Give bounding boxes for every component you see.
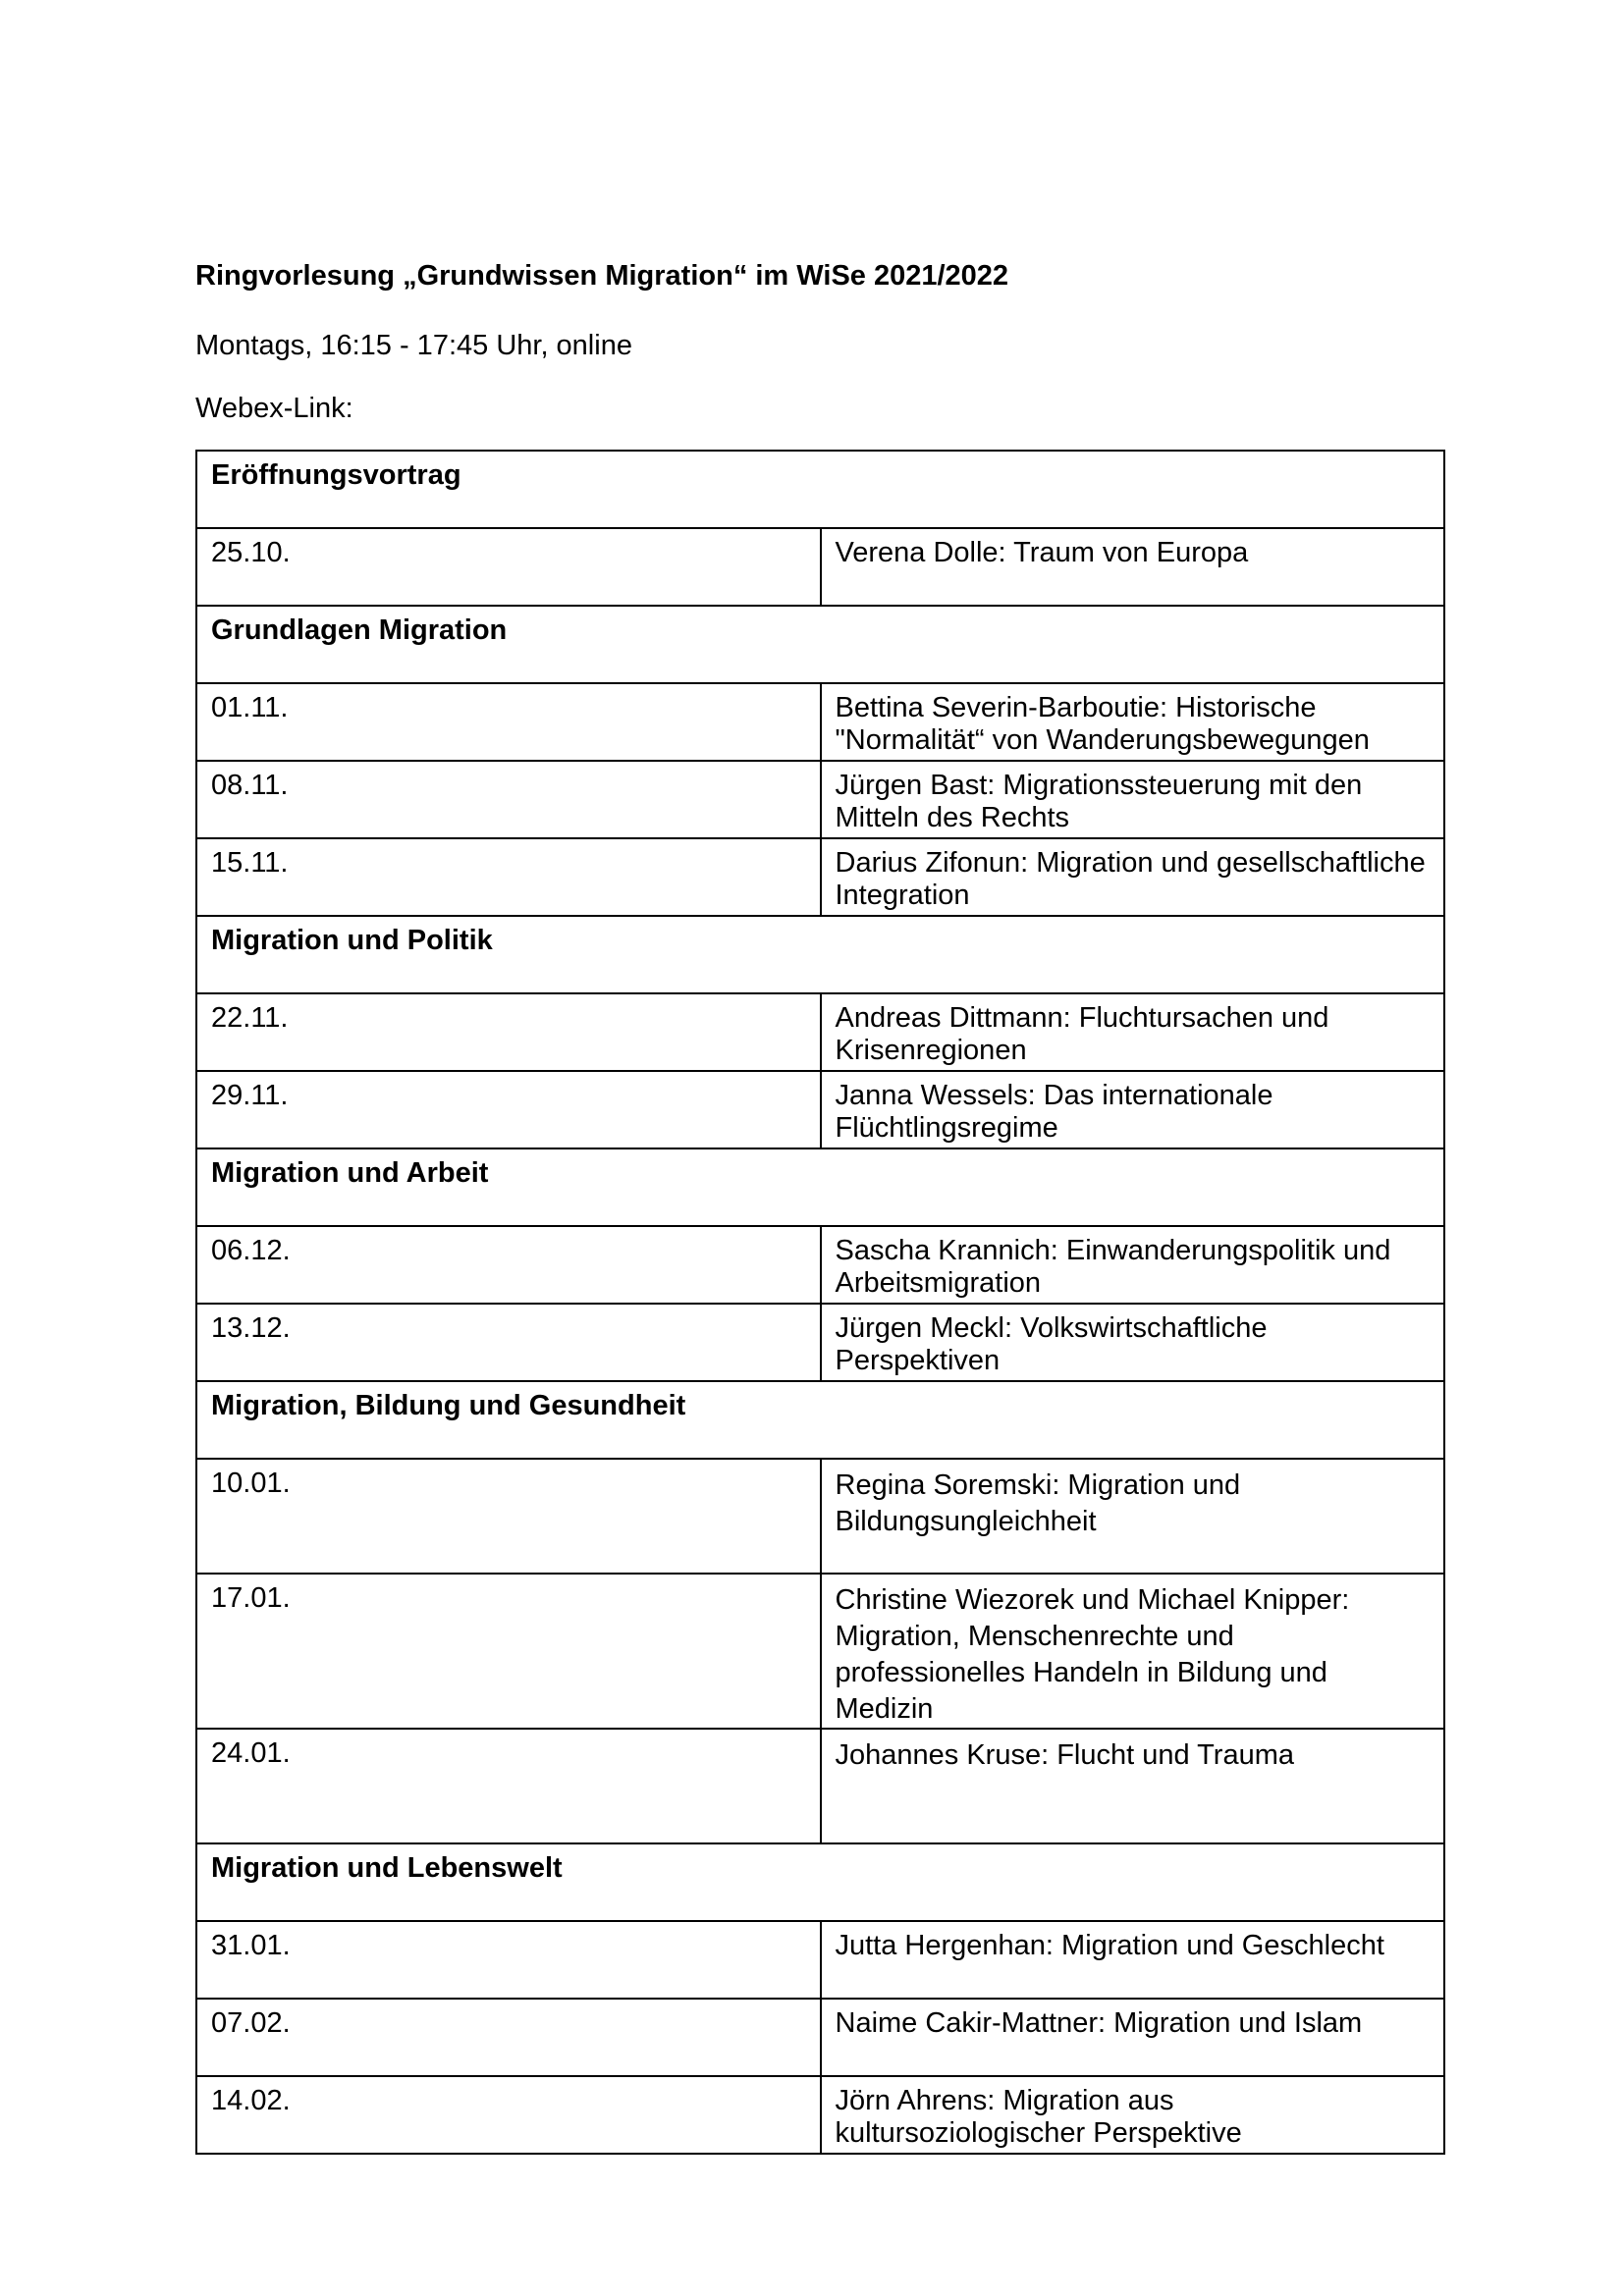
lecture-row	[196, 1226, 1444, 1304]
page-title: Ringvorlesung „Grundwissen Migration“ im WiSe 2021/2022	[195, 260, 1009, 292]
section-heading: Grundlagen Migration	[196, 606, 1444, 683]
lecture-topic: Jürgen Meckl: Volkswirtschaftliche Perspektiven	[821, 1304, 1445, 1381]
webex-link-label: Webex-Link:	[195, 393, 353, 424]
lecture-date: 31.01.	[196, 1921, 821, 1999]
lecture-topic: Jürgen Bast: Migrationssteuerung mit den Mitteln des Rechts	[821, 761, 1445, 838]
lecture-row	[196, 683, 1444, 761]
lecture-schedule-table	[195, 450, 1445, 2155]
lecture-topic: Verena Dolle: Traum von Europa	[821, 528, 1445, 606]
section-row	[196, 606, 1444, 683]
section-heading: Migration und Arbeit	[196, 1148, 1444, 1226]
lecture-row	[196, 761, 1444, 838]
lecture-date: 13.12.	[196, 1304, 821, 1381]
lecture-row	[196, 1921, 1444, 1999]
lecture-date: 10.01.	[196, 1459, 821, 1574]
section-row	[196, 1148, 1444, 1226]
lecture-topic: Sascha Krannich: Einwanderungspolitik und Arbeitsmigration	[821, 1226, 1445, 1304]
lecture-date: 29.11.	[196, 1071, 821, 1148]
lecture-row	[196, 993, 1444, 1071]
lecture-row	[196, 1304, 1444, 1381]
lecture-date: 07.02.	[196, 1999, 821, 2076]
lecture-row	[196, 1459, 1444, 1574]
lecture-date: 01.11.	[196, 683, 821, 761]
lecture-topic: Bettina Severin-Barboutie: Historische "Normalität“ von Wanderungsbewegungen	[821, 683, 1445, 761]
lecture-row	[196, 1574, 1444, 1729]
lecture-row	[196, 1071, 1444, 1148]
section-heading: Migration und Politik	[196, 916, 1444, 993]
lecture-date: 24.01.	[196, 1729, 821, 1843]
section-heading: Migration, Bildung und Gesundheit	[196, 1381, 1444, 1459]
lecture-row	[196, 2076, 1444, 2154]
lecture-topic: Naime Cakir-Mattner: Migration und Islam	[821, 1999, 1445, 2076]
lecture-topic: Jutta Hergenhan: Migration und Geschlecht	[821, 1921, 1445, 1999]
section-row	[196, 451, 1444, 528]
lecture-topic: Jörn Ahrens: Migration aus kultursoziologischer Perspektive	[821, 2076, 1445, 2154]
lecture-date: 22.11.	[196, 993, 821, 1071]
lecture-topic: Christine Wiezorek und Michael Knipper: Migration, Menschenrechte und professionelles Handeln in Bildung und Medizin	[821, 1574, 1445, 1729]
lecture-date: 25.10.	[196, 528, 821, 606]
lecture-topic: Darius Zifonun: Migration und gesellschaftliche Integration	[821, 838, 1445, 916]
lecture-topic: Johannes Kruse: Flucht und Trauma	[821, 1729, 1445, 1843]
lecture-date: 14.02.	[196, 2076, 821, 2154]
lecture-date: 17.01.	[196, 1574, 821, 1729]
lecture-row	[196, 838, 1444, 916]
section-row	[196, 1843, 1444, 1921]
lecture-topic: Andreas Dittmann: Fluchtursachen und Krisenregionen	[821, 993, 1445, 1071]
lecture-topic: Regina Soremski: Migration und Bildungsungleichheit	[821, 1459, 1445, 1574]
lecture-row	[196, 528, 1444, 606]
lecture-date: 15.11.	[196, 838, 821, 916]
section-row	[196, 1381, 1444, 1459]
section-heading: Migration und Lebenswelt	[196, 1843, 1444, 1921]
lecture-date: 06.12.	[196, 1226, 821, 1304]
section-row	[196, 916, 1444, 993]
lecture-topic: Janna Wessels: Das internationale Flüchtlingsregime	[821, 1071, 1445, 1148]
lecture-date: 08.11.	[196, 761, 821, 838]
lecture-row	[196, 1729, 1444, 1843]
schedule-time: Montags, 16:15 - 17:45 Uhr, online	[195, 330, 632, 361]
lecture-row	[196, 1999, 1444, 2076]
section-heading: Eröffnungsvortrag	[196, 451, 1444, 528]
